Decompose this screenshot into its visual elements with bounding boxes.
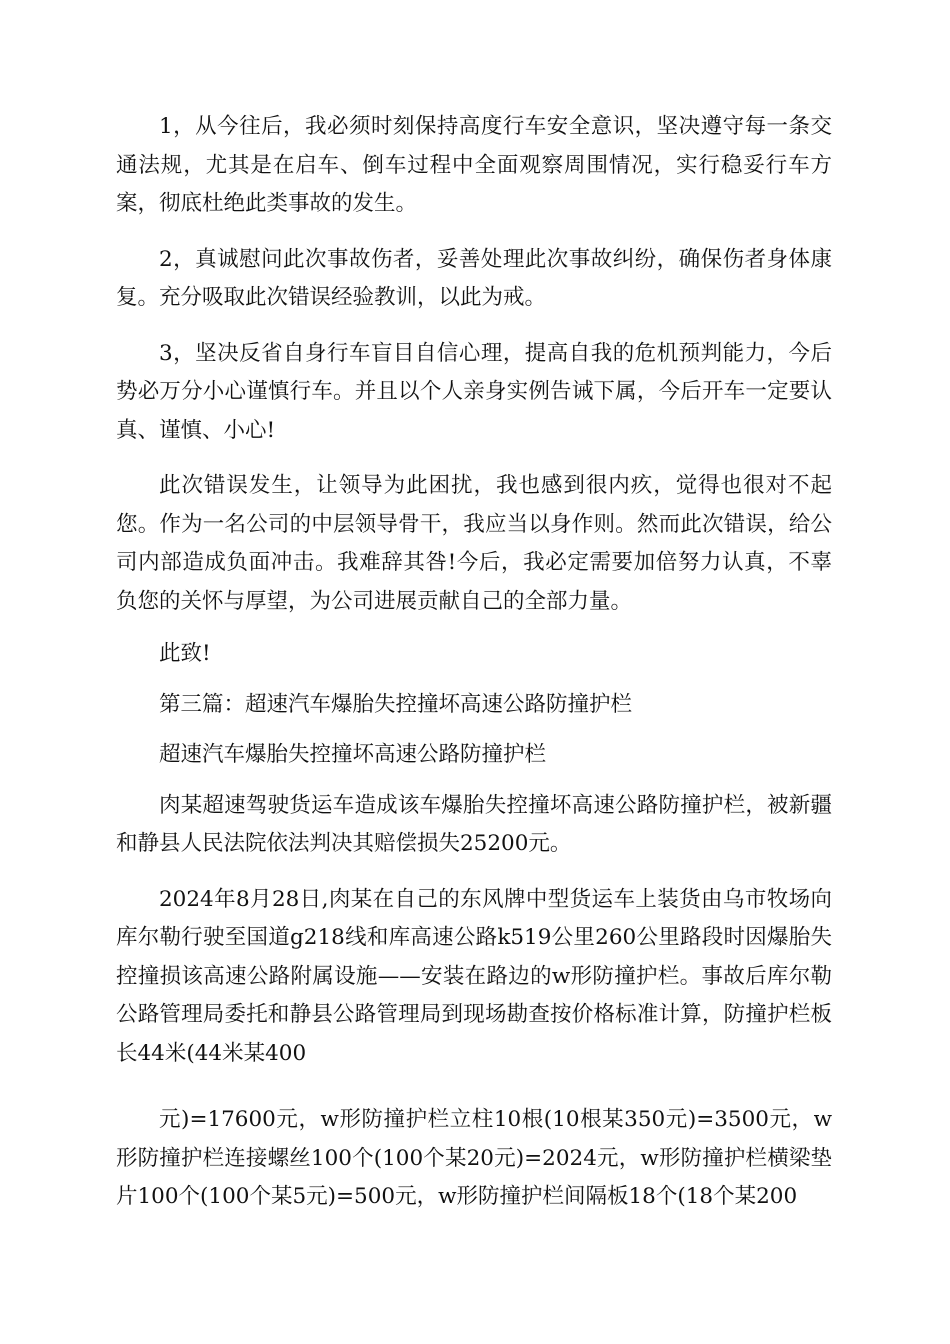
paragraph-case-summary: 肉某超速驾驶货运车造成该车爆胎失控撞坏高速公路防撞护栏，被新疆和静县人民法院依法判决其赔偿损失25200元。	[116, 792, 832, 856]
paragraph-apology: 此次错误发生，让领导为此困扰，我也感到很内疚，觉得也很对不起您。作为一名公司的中层领导骨干，我应当以身作则。然而此次错误，给公司内部造成负面冲击。我难辞其咎!今后，我必定需要加倍努力认真，不辜负您的关怀与厚望，为公司进展贡献自己的全部力量。	[116, 473, 832, 614]
paragraph-damage-items: 元)=17600元，w形防撞护栏立柱10根(10根某350元)=3500元，w形防撞护栏连接螺丝100个(100个某20元)=2024元，w形防撞护栏横梁垫片100个(100个某5元)=500元，w形防撞护栏间隔板18个(18个某200	[116, 1107, 832, 1209]
paragraph-commitment-3: 3，坚决反省自身行车盲目自信心理，提高自我的危机预判能力，今后势必万分小心谨慎行车。并且以个人亲身实例告诫下属，今后开车一定要认真、谨慎、小心!	[116, 340, 832, 443]
paragraph-closing: 此致!	[159, 641, 211, 666]
paragraph-case-details: 2024年8月28日,肉某在自己的东风牌中型货运车上装货由乌市牧场向库尔勒行驶至国道g218线和库高速公路k519公里260公里路段时因爆胎失控撞损该高速公路附属设施——安装在路边的w形防撞护栏。事故后库尔勒公路管理局委托和静县公路管理局到现场勘查按价格标准计算，防撞护栏板长44米(44米某400	[116, 886, 832, 1066]
section-heading: 第三篇：超速汽车爆胎失控撞坏高速公路防撞护栏	[159, 691, 633, 717]
paragraph-commitment-2: 2，真诚慰问此次事故伤者，妥善处理此次事故纠纷，确保伤者身体康复。充分吸取此次错误经验教训，以此为戒。	[116, 246, 832, 310]
article-title: 超速汽车爆胎失控撞坏高速公路防撞护栏	[159, 742, 547, 767]
paragraph-commitment-1: 1，从今往后，我必须时刻保持高度行车安全意识，坚决遵守每一条交通法规，尤其是在启车、倒车过程中全面观察周围情况，实行稳妥行车方案，彻底杜绝此类事故的发生。	[116, 114, 832, 216]
document-page	[116, 108, 832, 1217]
